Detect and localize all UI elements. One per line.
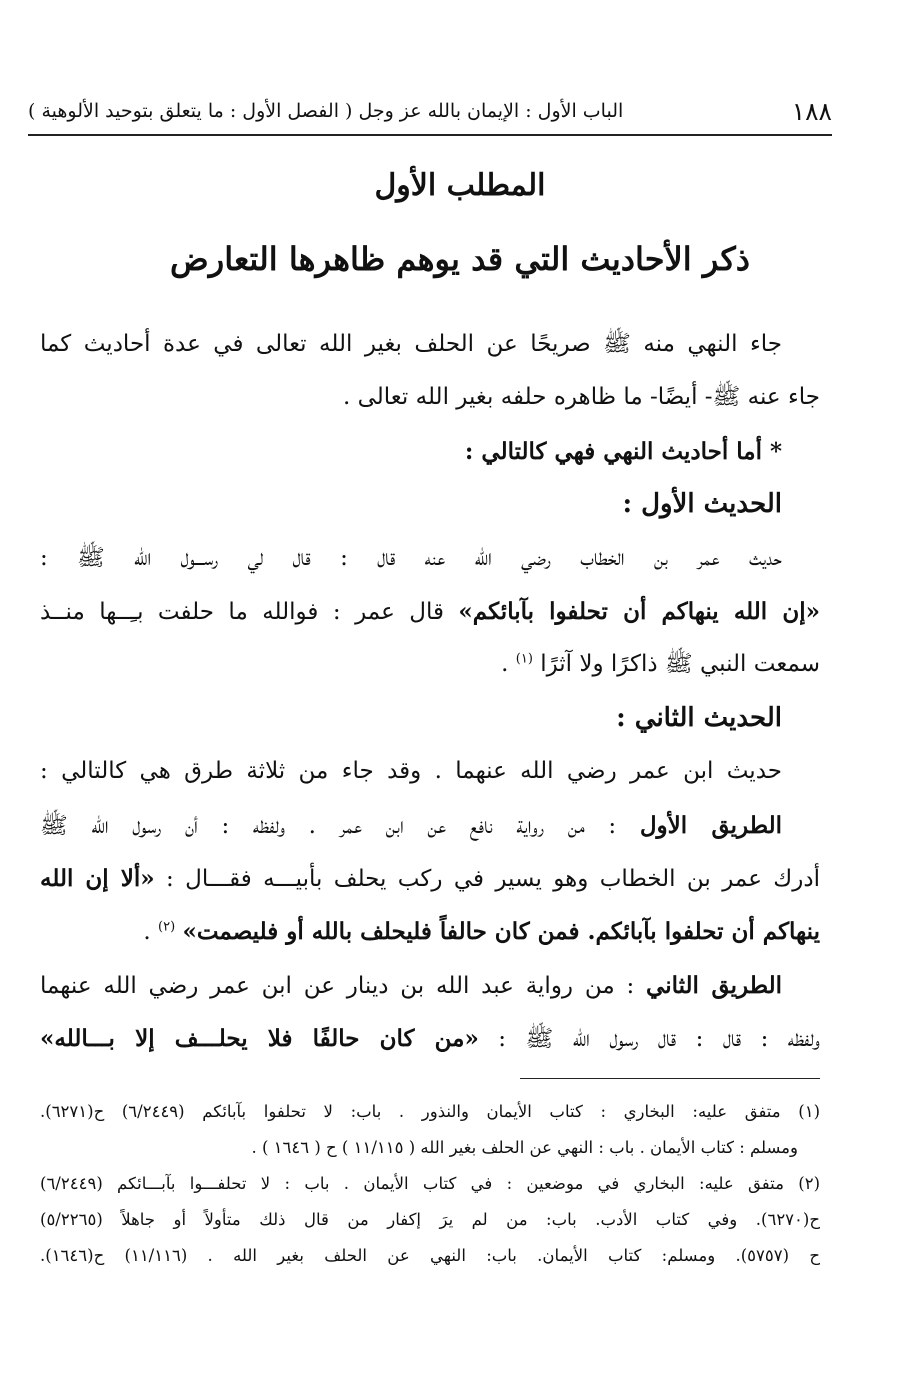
way-1-line-1: الطريق الأول : من رواية نافع عن ابن عمر . ولفظه : أن رسول الله ﷺ bbox=[40, 811, 782, 839]
footnote-line: ومسلم : كتاب الأيمان . باب : النهي عن الحلف بغير الله ( ١١/١١٥ ) ح ( ١٦٤٦ ) . bbox=[251, 1138, 798, 1157]
hadith-1-title: الحديث الأول : bbox=[622, 489, 782, 520]
footnote-divider bbox=[520, 1078, 820, 1079]
way-1-line-2: أدرك عمر بن الخطاب وهو يسير في ركب يحلف بأبيـــه فقـــال : «ألا إن الله bbox=[40, 864, 820, 892]
footnote-ref-2[interactable]: (٢) bbox=[158, 919, 176, 935]
hadith-1-line-2: «إن الله ينهاكم أن تحلفوا بآبائكم» قال عمر : فوالله ما حلفت بـِــها منــذ bbox=[40, 597, 820, 625]
footnote-line: ح (٥٧٥٧). ومسلم: كتاب الأيمان. باب: النهي عن الحلف بغير الله . (١١/١١٦) ح(١٦٤٦). bbox=[40, 1246, 820, 1265]
hadith-2-title: الحديث الثاني : bbox=[616, 702, 782, 733]
intro-line-1: جاء النهي منه ﷺ صريحًا عن الحلف بغير الله تعالى في عدة أحاديث كما bbox=[40, 331, 782, 357]
hadith-1-line-1: حديث عمر بن الخطاب رضي الله عنه قال : قال لي رســـول الله ﷺ : bbox=[40, 544, 782, 571]
body-text bbox=[40, 318, 820, 1065]
footnote-ref-1[interactable]: (١) bbox=[515, 651, 533, 667]
way-1-line-3: ينهاكم أن تحلفوا بآبائكم. فمن كان حالفاً فليحلف بالله أو فليصمت» $^{(٢)}$ . bbox=[143, 918, 820, 946]
hadith-1-quote: «إن الله ينهاكم أن تحلفوا بآبائكم» bbox=[458, 597, 820, 625]
footnotes bbox=[40, 1094, 820, 1274]
subheading: * أما أحاديث النهي فهي كالتالي : bbox=[464, 437, 782, 465]
intro-line-2: جاء عنه ﷺ- أيضًا- ما ظاهره حلفه بغير الله تعالى . bbox=[343, 384, 820, 411]
page-header bbox=[28, 88, 832, 136]
way-2-label: الطريق الثاني bbox=[646, 971, 782, 999]
way-1-label: الطريق الأول bbox=[639, 811, 782, 839]
main-title: ذكر الأحاديث التي قد يوهم ظاهرها التعارض bbox=[170, 240, 750, 278]
footnote-line: ح(٦٢٧٠). وفي كتاب الأدب. باب: من لم يرَ إكفار من قال ذلك متأولاً أو جاهلاً (٥/٢٢٦٥) bbox=[40, 1210, 820, 1229]
footnote-line: (٢) متفق عليه: البخاري في موضعين : في كتاب الأيمان . باب : لا تحلفـــوا بآبـــائكم (٦/٢٤٤٩) bbox=[40, 1174, 820, 1193]
way-2-line-1: الطريق الثاني : من رواية عبد الله بن دينار عن ابن عمر رضي الله عنهما bbox=[40, 971, 782, 999]
hadith-2-line-1: حديث ابن عمر رضي الله عنهما . وقد جاء من ثلاثة طرق هي كالتالي : bbox=[40, 758, 782, 785]
way-2-line-2: ولفظه : قال : قال رسول الله ﷺ : «من كان حالفًا فلا يحلـــف إلا بـــالله» bbox=[40, 1025, 820, 1053]
hadith-1-line-3: سمعت النبي ﷺ ذاكرًا ولا آثرًا $^{(١)}$ . bbox=[501, 651, 820, 678]
section-title: المطلب الأول bbox=[374, 168, 546, 203]
footnote-line: (١) متفق عليه: البخاري : كتاب الأيمان والنذور . باب: لا تحلفوا بآبائكم (٦/٢٤٤٩) ح(٦٢٧١). bbox=[40, 1102, 820, 1121]
running-title: الباب الأول : الإيمان بالله عز وجل ( الفصل الأول : ما يتعلق بتوحيد الألوهية ) bbox=[28, 100, 624, 122]
page-number: ١٨٨ bbox=[791, 96, 832, 126]
